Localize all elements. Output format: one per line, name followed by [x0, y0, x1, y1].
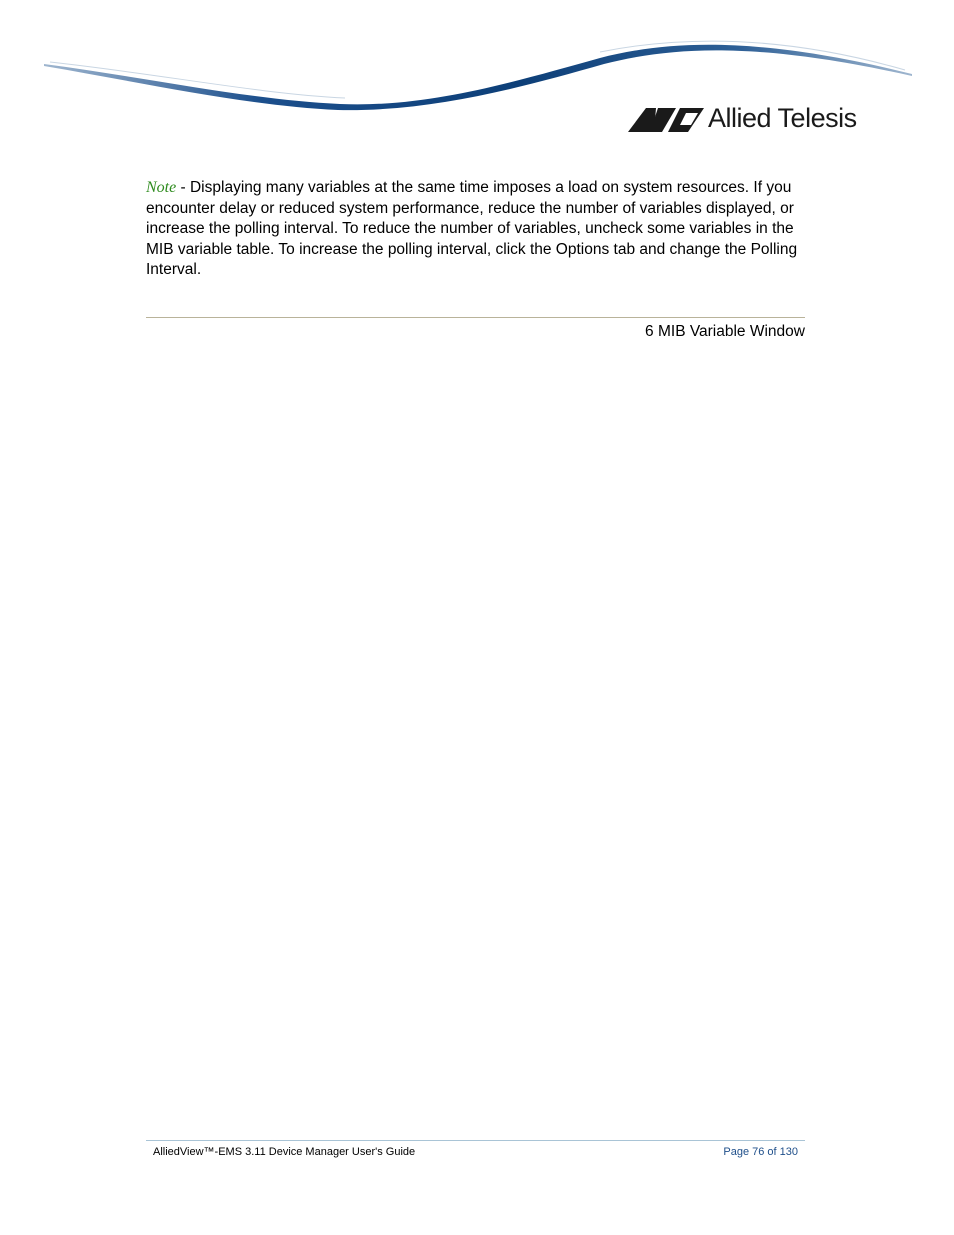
allied-telesis-logo-icon: [628, 103, 704, 133]
section-divider: [146, 317, 805, 318]
logo-text: Allied Telesis: [708, 103, 857, 133]
note-paragraph: [146, 178, 808, 281]
section-caption: 6 MIB Variable Window: [645, 323, 805, 340]
note-label: Note: [146, 179, 177, 196]
footer-doc-title: AlliedView™-EMS 3.11 Device Manager User's Guide: [153, 1146, 416, 1158]
allied-telesis-logo: [628, 98, 857, 138]
footer-page-number: Page 76 of 130: [723, 1146, 798, 1158]
note-text: - Displaying many variables at the same time imposes a load on system resources. If you encounter delay or reduced system performance, reduce the number of variables displayed, or increase the polling interval. To reduce the number of variables, uncheck some variables in the MIB variable table. To increase the polling interval, click the Options tab and change the Polling Interval.: [146, 179, 798, 279]
footer-divider: [146, 1140, 805, 1141]
